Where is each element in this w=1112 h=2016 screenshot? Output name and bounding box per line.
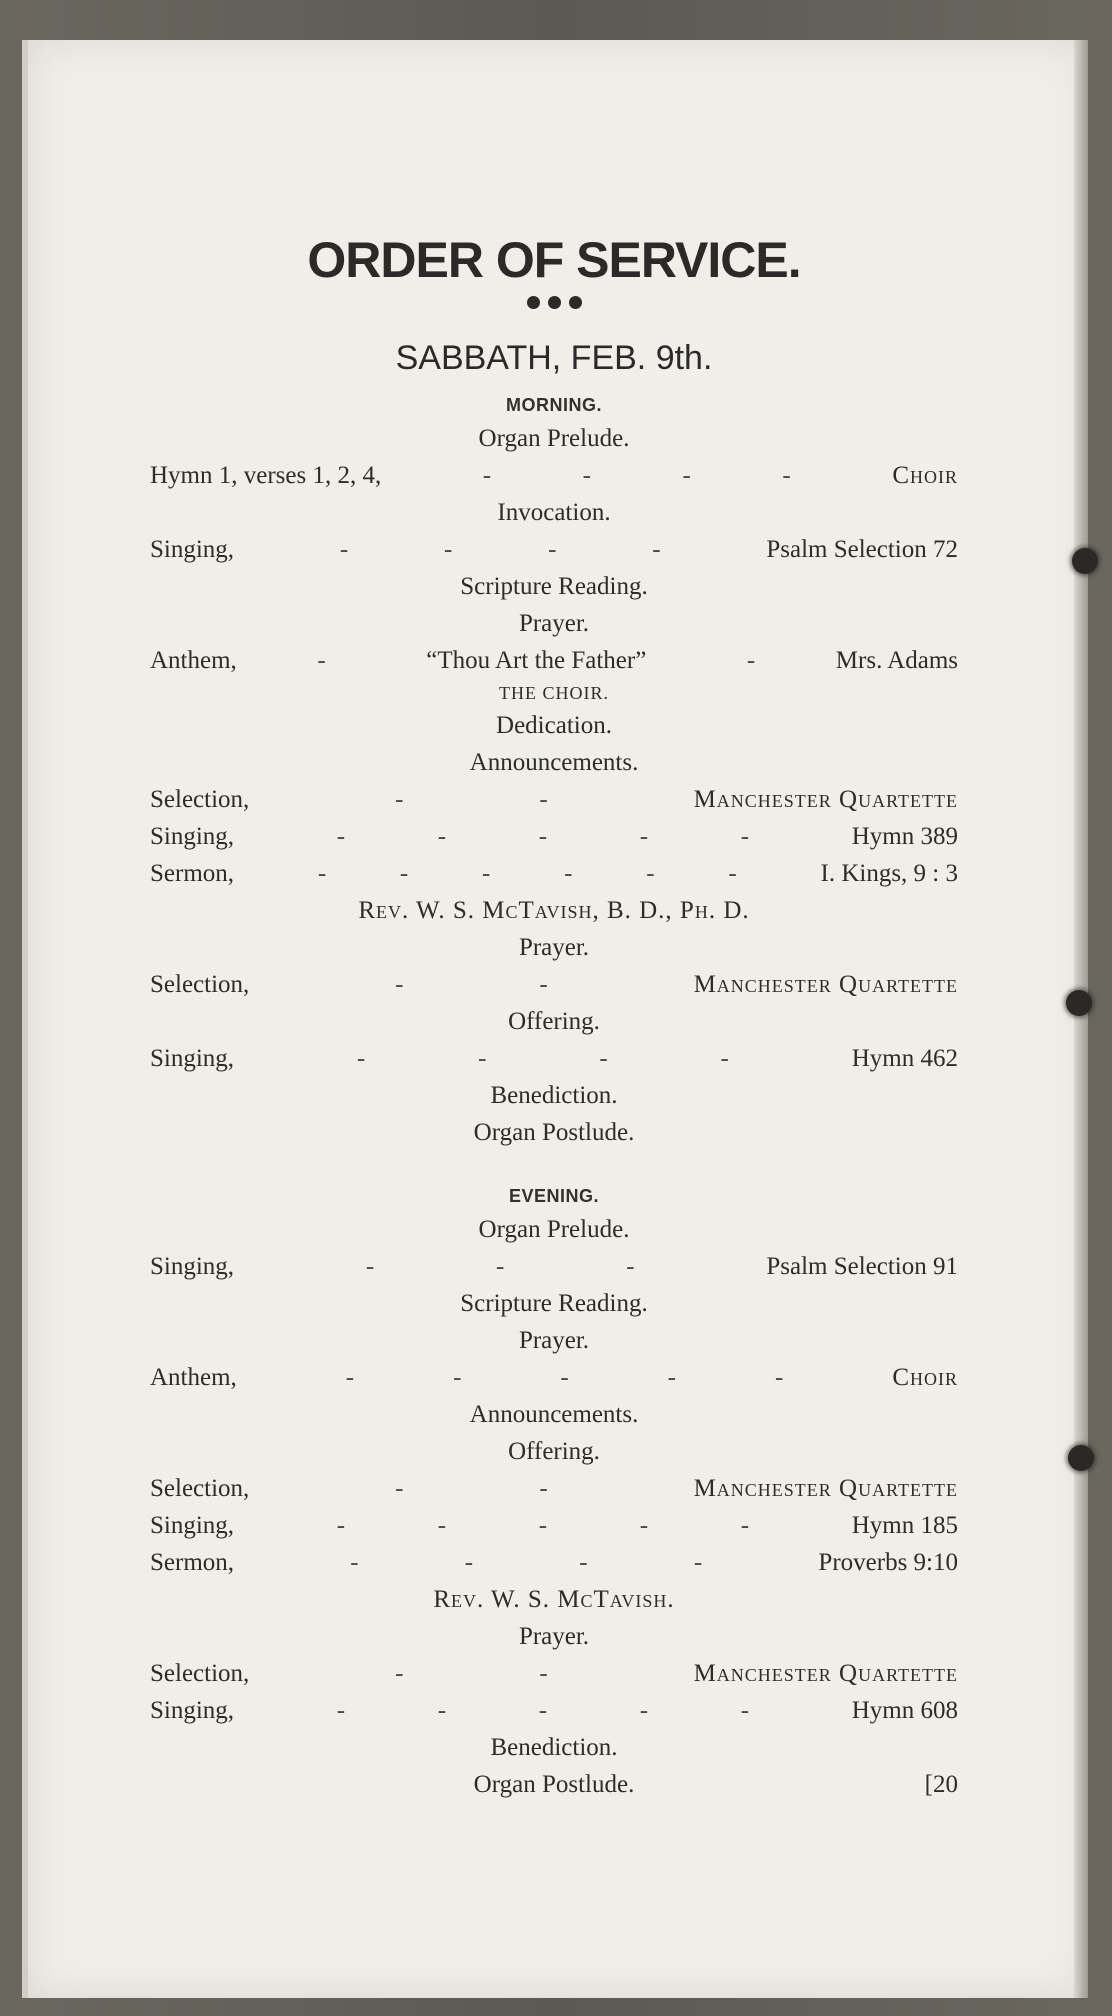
dash: - bbox=[728, 860, 737, 887]
item-label: Sermon, bbox=[150, 860, 235, 887]
dash: - bbox=[639, 1512, 649, 1539]
service-item: Benediction. bbox=[490, 1734, 618, 1761]
service-item: Prayer. bbox=[518, 934, 590, 961]
service-item: Announcements. bbox=[469, 749, 639, 776]
service-item-row bbox=[150, 781, 958, 818]
dash: - bbox=[564, 860, 573, 887]
dash: - bbox=[437, 1512, 447, 1539]
item-detail: Hymn 608 bbox=[851, 1697, 958, 1724]
dash: - bbox=[682, 462, 691, 489]
dash: - bbox=[356, 1045, 366, 1072]
item-detail: Manchester Quartette bbox=[693, 1660, 958, 1687]
leader-dashes bbox=[666, 642, 835, 679]
item-detail: Choir bbox=[892, 1364, 958, 1391]
dash: - bbox=[538, 1697, 548, 1724]
service-item-row bbox=[150, 1359, 958, 1396]
item-label: Anthem, bbox=[150, 647, 237, 674]
service-item: Rev. W. S. McTavish. bbox=[433, 1586, 675, 1613]
dash: - bbox=[740, 1512, 750, 1539]
dash: - bbox=[399, 860, 409, 887]
binding-hole bbox=[1066, 990, 1092, 1016]
dash: - bbox=[395, 786, 404, 813]
dash: - bbox=[336, 1697, 346, 1724]
item-detail: Choir bbox=[892, 462, 958, 489]
item-detail: Hymn 389 bbox=[851, 823, 958, 850]
item-detail: Psalm Selection 91 bbox=[766, 1253, 958, 1280]
service-item: Organ Prelude. bbox=[478, 1216, 630, 1243]
item-label: Anthem, bbox=[150, 1364, 237, 1391]
service-item: Offering. bbox=[508, 1008, 600, 1035]
service-item-row bbox=[150, 1470, 958, 1507]
service-item: Prayer. bbox=[518, 610, 590, 637]
dash: - bbox=[720, 1045, 729, 1072]
page-title: ORDER OF SERVICE. bbox=[307, 232, 801, 288]
dash: - bbox=[395, 1660, 404, 1687]
dash: - bbox=[365, 1253, 375, 1280]
dash: - bbox=[464, 1549, 474, 1576]
binding-hole bbox=[1068, 1445, 1094, 1471]
service-item: Offering. bbox=[508, 1438, 600, 1465]
item-label: Selection, bbox=[150, 1475, 250, 1502]
dash: - bbox=[639, 1697, 649, 1724]
dash: - bbox=[740, 823, 750, 850]
page-edge bbox=[1074, 40, 1088, 1998]
item-label: Singing, bbox=[150, 1512, 235, 1539]
dash: - bbox=[395, 971, 404, 998]
dash: - bbox=[652, 536, 661, 563]
dash: - bbox=[579, 1549, 588, 1576]
leader-dashes bbox=[234, 531, 766, 568]
dash: - bbox=[740, 1697, 750, 1724]
item-label: Selection, bbox=[150, 786, 250, 813]
service-item-note: THE CHOIR. bbox=[499, 683, 609, 703]
leader-dashes bbox=[234, 1248, 766, 1285]
service-item-row bbox=[150, 1655, 958, 1692]
item-label: Singing, bbox=[150, 1253, 235, 1280]
item-detail: Proverbs 9:10 bbox=[818, 1549, 958, 1576]
leader-dashes bbox=[234, 1544, 818, 1581]
dash: - bbox=[539, 971, 548, 998]
item-detail: Psalm Selection 72 bbox=[766, 536, 958, 563]
ornament-dot bbox=[569, 296, 582, 309]
service-item: Scripture Reading. bbox=[460, 573, 648, 600]
service-item: Rev. W. S. McTavish, B. D., Ph. D. bbox=[358, 897, 750, 924]
item-detail: Hymn 185 bbox=[851, 1512, 958, 1539]
page-number: [20 bbox=[924, 1771, 958, 1798]
dash: - bbox=[437, 823, 447, 850]
item-title: “Thou Art the Father” bbox=[426, 647, 647, 674]
service-item: Organ Postlude. bbox=[473, 1119, 635, 1146]
service-item-row bbox=[150, 1544, 958, 1581]
dash: - bbox=[693, 1549, 703, 1576]
dash: - bbox=[317, 647, 326, 674]
service-item-row bbox=[150, 531, 958, 568]
order-of-service bbox=[150, 230, 958, 1803]
item-detail: Manchester Quartette bbox=[693, 786, 958, 813]
dash: - bbox=[539, 1660, 548, 1687]
service-item: Organ Postlude. [20 bbox=[150, 1766, 958, 1803]
dash: - bbox=[646, 860, 655, 887]
dash: - bbox=[774, 1364, 784, 1391]
service-item: Scripture Reading. bbox=[460, 1290, 648, 1317]
item-detail: Mrs. Adams bbox=[835, 647, 959, 674]
evening-heading: EVENING. bbox=[508, 1186, 600, 1206]
item-label: Sermon, bbox=[150, 1549, 235, 1576]
service-item: Dedication. bbox=[496, 712, 612, 739]
dash: - bbox=[336, 823, 346, 850]
dash: - bbox=[548, 536, 557, 563]
morning-service-list bbox=[150, 420, 958, 1151]
leader-dashes bbox=[237, 1359, 893, 1396]
evening-service-list bbox=[150, 1211, 958, 1803]
dash: - bbox=[345, 1364, 355, 1391]
item-label: Singing, bbox=[150, 1697, 235, 1724]
dash: - bbox=[538, 1512, 548, 1539]
service-item: Prayer. bbox=[518, 1623, 590, 1650]
leader-dashes bbox=[234, 818, 852, 855]
leader-dashes bbox=[237, 642, 406, 679]
ornament-dot bbox=[548, 296, 561, 309]
item-detail: Manchester Quartette bbox=[693, 971, 958, 998]
service-item-row bbox=[150, 1507, 958, 1544]
dash: - bbox=[667, 1364, 676, 1391]
service-item-row bbox=[150, 457, 958, 494]
leader-dashes bbox=[234, 1040, 852, 1077]
item-label: Singing, bbox=[150, 823, 235, 850]
dash: - bbox=[496, 1253, 505, 1280]
item-detail: Hymn 462 bbox=[851, 1045, 958, 1072]
item-label: Hymn 1, verses 1, 2, 4, bbox=[150, 462, 382, 489]
dash: - bbox=[539, 786, 548, 813]
service-item-row bbox=[150, 1248, 958, 1285]
service-date: SABBATH, FEB. 9th. bbox=[395, 339, 713, 377]
item-label: Selection, bbox=[150, 971, 250, 998]
item-detail: Manchester Quartette bbox=[693, 1475, 958, 1502]
item-label: Singing, bbox=[150, 1045, 235, 1072]
ornament-dots bbox=[150, 296, 958, 320]
dash: - bbox=[336, 1512, 346, 1539]
dash: - bbox=[539, 1475, 548, 1502]
item-label: Selection, bbox=[150, 1660, 250, 1687]
dash: - bbox=[350, 1549, 359, 1576]
dash: - bbox=[437, 1697, 447, 1724]
dash: - bbox=[560, 1364, 569, 1391]
dash: - bbox=[482, 462, 492, 489]
service-item: Announcements. bbox=[469, 1401, 639, 1428]
service-item-row bbox=[150, 818, 958, 855]
morning-heading: MORNING. bbox=[506, 395, 602, 415]
leader-dashes bbox=[249, 966, 693, 1003]
leader-dashes bbox=[234, 1507, 852, 1544]
dash: - bbox=[482, 860, 491, 887]
service-item-row bbox=[150, 1040, 958, 1077]
dash: - bbox=[443, 536, 453, 563]
service-item-row bbox=[150, 1692, 958, 1729]
dash: - bbox=[395, 1475, 404, 1502]
dash: - bbox=[782, 462, 791, 489]
dash: - bbox=[453, 1364, 462, 1391]
service-item-row bbox=[150, 966, 958, 1003]
leader-dashes bbox=[249, 781, 693, 818]
item-detail: I. Kings, 9 : 3 bbox=[820, 860, 958, 887]
dash: - bbox=[538, 823, 548, 850]
leader-dashes bbox=[381, 457, 892, 494]
leader-dashes bbox=[249, 1655, 693, 1692]
dash: - bbox=[746, 647, 756, 674]
dash: - bbox=[626, 1253, 635, 1280]
leader-dashes bbox=[234, 1692, 852, 1729]
service-item-row bbox=[150, 642, 958, 679]
dash: - bbox=[599, 1045, 608, 1072]
dash: - bbox=[339, 536, 349, 563]
leader-dashes bbox=[249, 1470, 693, 1507]
item-label: Singing, bbox=[150, 536, 235, 563]
dash: - bbox=[582, 462, 591, 489]
leader-dashes bbox=[234, 855, 820, 892]
binding-hole bbox=[1072, 548, 1098, 574]
service-item: Benediction. bbox=[490, 1082, 618, 1109]
service-item: Organ Prelude. bbox=[478, 425, 630, 452]
dash: - bbox=[639, 823, 649, 850]
ornament-dot bbox=[527, 296, 540, 309]
dash: - bbox=[478, 1045, 487, 1072]
service-item: Prayer. bbox=[518, 1327, 590, 1354]
service-item: Invocation. bbox=[497, 499, 611, 526]
dash: - bbox=[317, 860, 327, 887]
service-item-row bbox=[150, 855, 958, 892]
